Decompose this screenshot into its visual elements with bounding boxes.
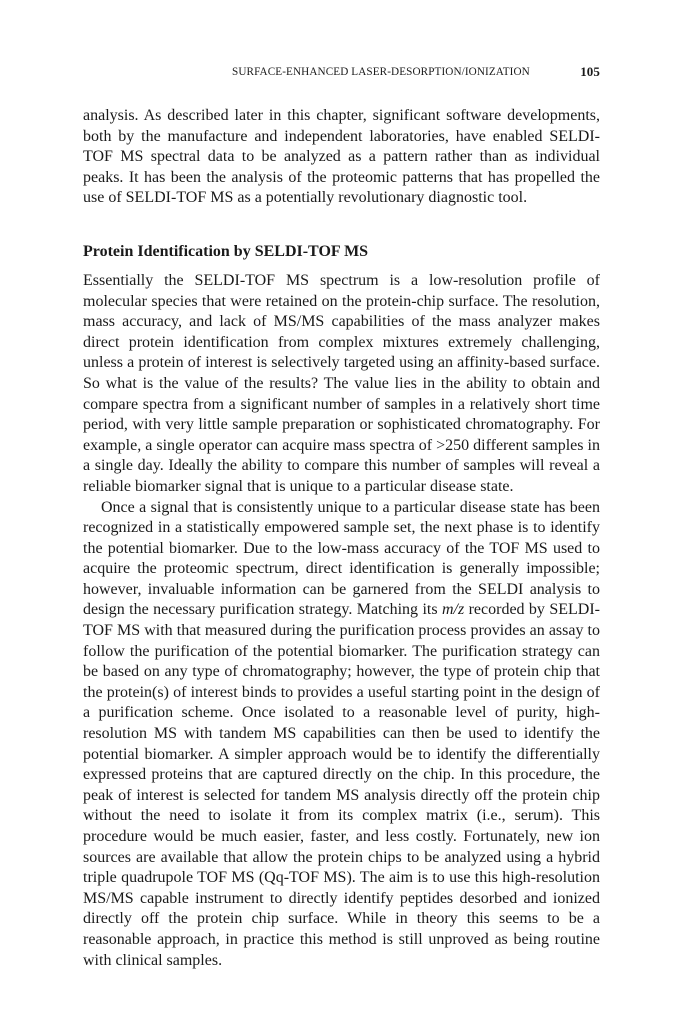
body-paragraph-1: Essentially the SELDI-TOF MS spectrum is a low-resolution profile of molecular species that were retained on the protein-chip surface. The resolution, mass accuracy, and lack of MS/MS capabilities of the mass analyzer makes direct protein identification from complex mixtures extremely challenging, unless a protein of interest is selectively targeted using an affinity-based surface. So what is the value of the results? The value lies in the ability to obtain and compare spectra from a significant number of samples in a relatively short time period, with very little sample preparation or sophisticated chromatography. For example, a single operator can acquire mass spectra of >250 different samples in a single day. Ideally the ability to compare this number of samples will reveal a reliable biomarker signal that is unique to a particular disease state. — [83, 271, 600, 495]
paragraph-2-part-b: recorded by SELDI-TOF MS with that measured during the purification process provides an assay to follow the purification of the potential biomarker. The purification strategy can be based on any type of chromatography; however, the type of protein chip that the protein(s) of interest binds to provides a useful starting point in the design of a purification scheme. Once isolated to a reasonable level of purity, high-resolution MS with tandem MS capabilities can then be used to identify the potential biomarker. A simpler approach would be to identify the differentially expressed proteins that are captured directly on the chip. In this procedure, the peak of interest is selected for tandem MS analysis directly off the protein chip without the need to isolate it from its complex matrix (i.e., serum). This procedure would be much easier, faster, and less costly. Fortunately, new ion sources are available that allow the protein chips to be analyzed using a hybrid triple quadrupole TOF MS (Qq-TOF MS). The aim is to use this high-resolution MS/MS capable instrument to directly identify peptides desorbed and ionized directly off the protein chip surface. While in theory this seems to be a reasonable approach, in practice this method is still unproved as being routine with clinical samples. — [83, 601, 600, 969]
page-number: 105 — [580, 64, 600, 79]
book-page — [83, 64, 600, 971]
running-header — [83, 64, 600, 84]
running-title: SURFACE-ENHANCED LASER-DESORPTION/IONIZATION — [232, 66, 530, 78]
section-heading: Protein Identification by SELDI-TOF MS — [83, 242, 369, 260]
body-paragraph-2 — [83, 498, 600, 972]
paragraph-2-part-a: Once a signal that is consistently unique to a particular disease state has been recognized in a statistically empowered sample set, the next phase is to identify the potential biomarker. Due to the low-mass accuracy of the TOF MS used to acquire the proteomic spectrum, direct identification is generally impossible; however, invaluable information can be garnered from the SELDI analysis to design the necessary purification strategy. Matching its — [83, 498, 600, 619]
mz-term: m/z — [441, 601, 465, 619]
intro-paragraph: analysis. As described later in this chapter, significant software developments, both by the manufacture and independent laboratories, have enabled SELDI-TOF MS spectral data to be analyzed as a pattern rather than as individual peaks. It has been the analysis of the proteomic patterns that has propelled the use of SELDI-TOF MS as a potentially revolutionary diagnostic tool. — [83, 107, 600, 207]
